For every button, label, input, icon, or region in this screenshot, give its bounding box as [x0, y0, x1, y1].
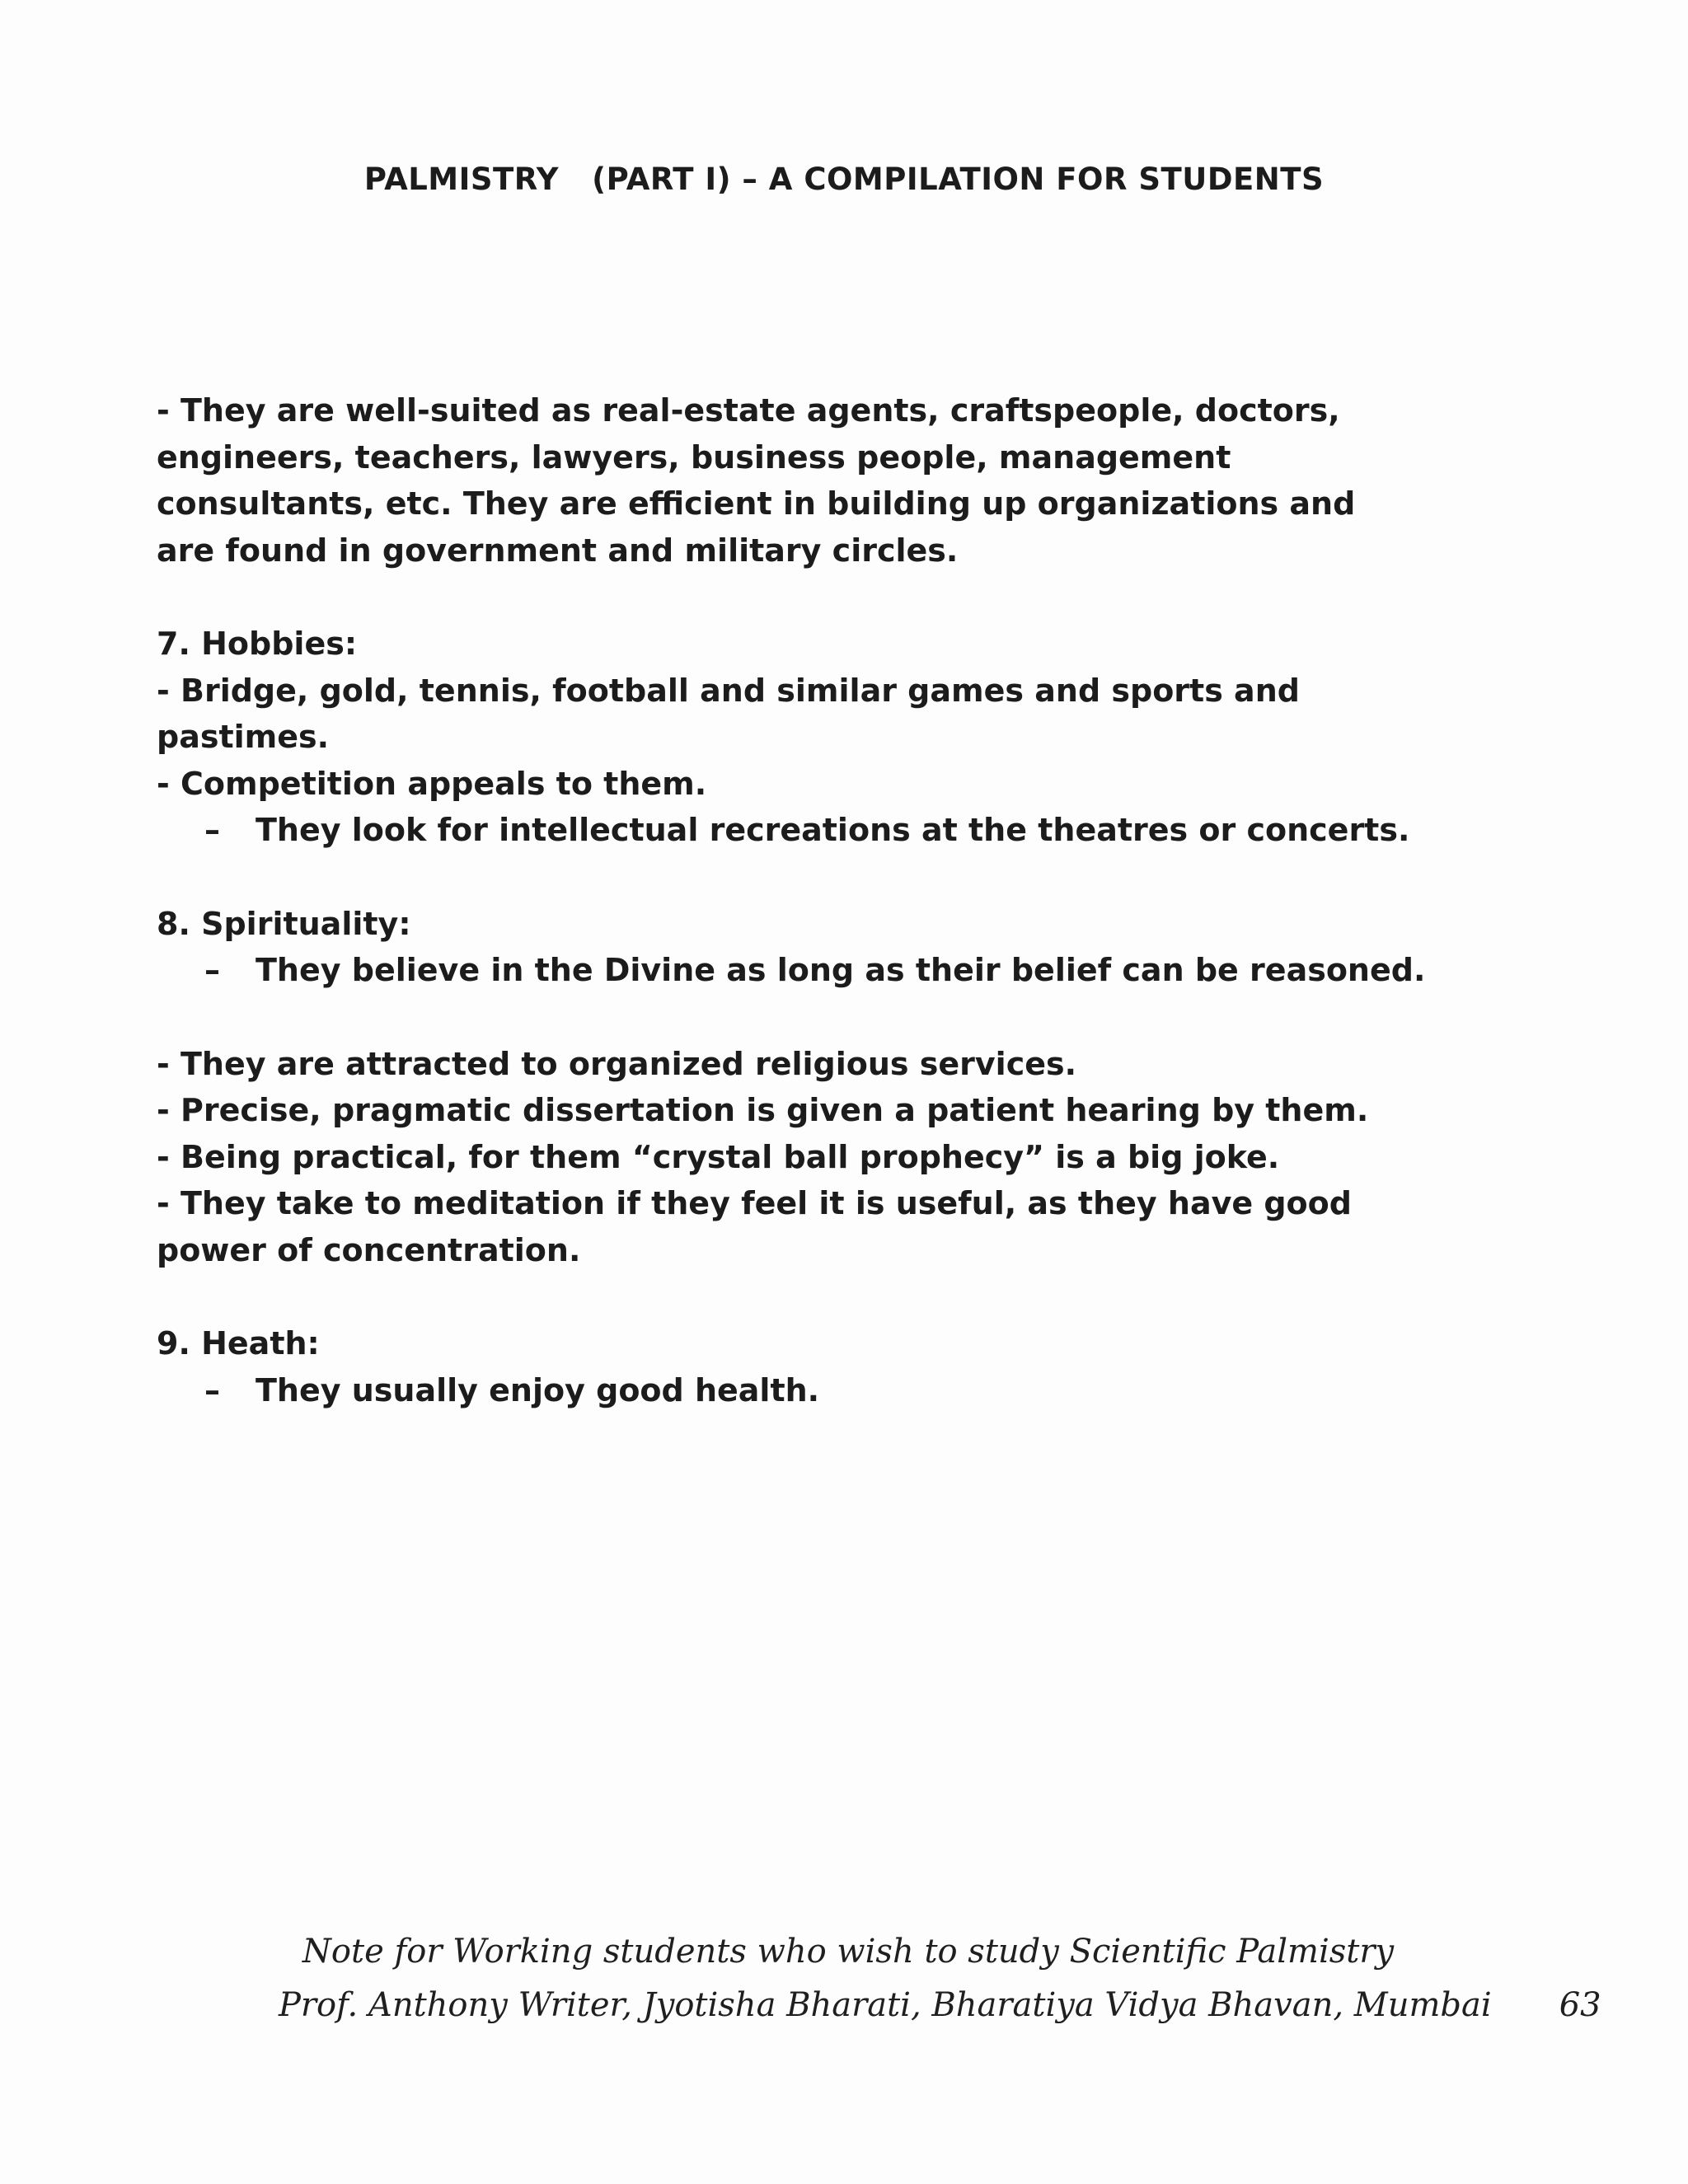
spirituality-line: - Precise, pragmatic dissertation is given a patient hearing by them. [157, 1092, 1369, 1128]
page-number: 63 [1559, 1986, 1601, 2024]
hobbies-line: - Competition appeals to them. [157, 765, 707, 802]
section-heading-spirituality: 8. Spirituality: [157, 905, 411, 942]
footer-credit: Prof. Anthony Writer, Jyotisha Bharati, Bharatiya Vidya Bhavan, Mumbai [279, 1986, 1492, 2024]
intro-line: consultants, etc. They are efficient in building up organizations and [157, 485, 1356, 522]
footer-credit-line [0, 1986, 1688, 2024]
hobbies-dash-text: They look for intellectual recreations at the theatres or concerts. [256, 812, 1410, 848]
spirituality-dash-text: They believe in the Divine as long as their belief can be reasoned. [256, 952, 1426, 988]
dash-bullet: – [204, 952, 220, 988]
hobbies-line: - Bridge, gold, tennis, football and similar games and sports and [157, 672, 1300, 709]
spirituality-line: - They are attracted to organized religious services. [157, 1045, 1077, 1082]
intro-line: - They are well-suited as real-estate agents, craftspeople, doctors, [157, 392, 1340, 429]
hobbies-dash-item [157, 807, 1517, 854]
health-dash-item [157, 1367, 1517, 1414]
health-dash-text: They usually enjoy good health. [256, 1371, 820, 1408]
paragraph-gap [157, 854, 1517, 901]
section-heading-hobbies: 7. Hobbies: [157, 626, 358, 662]
spirituality-line: - Being practical, for them “crystal ball prophecy” is a big joke. [157, 1138, 1280, 1175]
page-content [157, 387, 1517, 1413]
footer-note: Note for Working students who wish to study Scientific Palmistry [302, 1933, 1395, 1971]
intro-line: are found in government and military circles. [157, 532, 959, 569]
paragraph-gap [157, 574, 1517, 621]
section-heading-health: 9. Heath: [157, 1325, 320, 1361]
paragraph-gap [157, 994, 1517, 1041]
intro-line: engineers, teachers, lawyers, business people, management [157, 438, 1231, 476]
dash-bullet: – [204, 1371, 220, 1408]
hobbies-line: pastimes. [157, 719, 330, 755]
spirituality-line: - They take to meditation if they feel it is useful, as they have good [157, 1185, 1352, 1221]
dash-bullet: – [204, 812, 220, 848]
paragraph-gap [157, 1273, 1517, 1320]
page-title: PALMISTRY (PART I) – A COMPILATION FOR STUDENTS [363, 162, 1325, 197]
spirituality-dash-item [157, 947, 1517, 994]
spirituality-line: power of concentration. [157, 1231, 581, 1268]
